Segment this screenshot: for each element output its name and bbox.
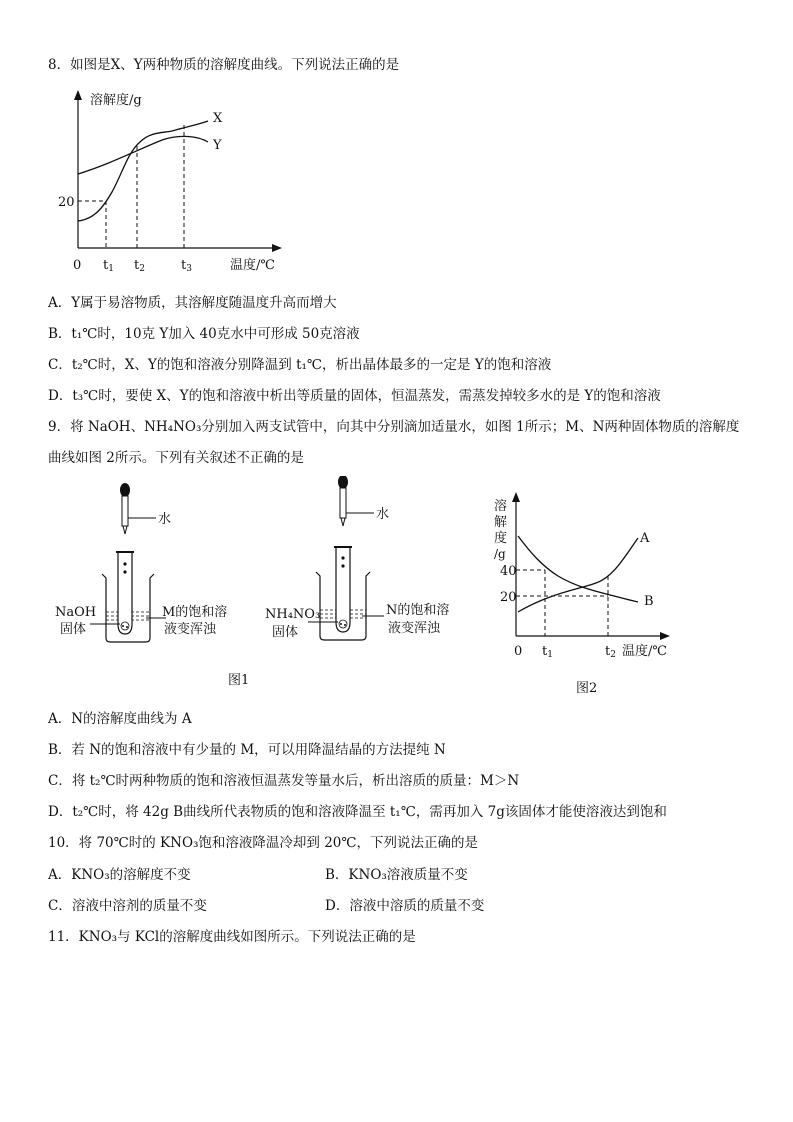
q9-option-d: D．t₂℃时，将 42g B曲线所代表物质的饱和溶液降温至 t₁℃，需再加入 7g该固体才能使溶液达到饱和 [48, 804, 667, 820]
q9-option-a: A．N的溶解度曲线为 A [48, 711, 192, 727]
q10-stem: 10．将 70℃时的 KNO₃饱和溶液降温冷却到 20℃，下列说法正确的是 [48, 835, 478, 851]
nh4no3-label: NH₄NO₃ [265, 607, 321, 622]
q9-stem-line1: 9．将 NaOH、NH₄NO₃分别加入两支试管中，向其中分别滴加适量水，如图 1所示；M、N两种固体物质的溶解度 [48, 419, 740, 435]
q10-option-b: B．KNO₃溶液质量不变 [325, 867, 468, 883]
fig2-ylabel-1: 溶 [494, 499, 508, 514]
q9-stem-line2: 曲线如图 2所示。下列有关叙述不正确的是 [48, 450, 304, 466]
q10-option-d: D．溶液中溶质的质量不变 [325, 898, 485, 914]
test-tube-1-icon [116, 551, 134, 634]
q8-t1-sub: 1 [108, 264, 114, 274]
q8-label-x: X [213, 111, 223, 126]
q8-t2: t [134, 258, 140, 273]
fig2-x-arrow-icon [660, 632, 670, 640]
fig2-curve-a [518, 538, 638, 612]
q9-option-c: C．将 t₂℃时两种物质的饱和溶液恒温蒸发等量水后，析出溶质的质量：M＞N [48, 773, 520, 789]
q8-stem: 8．如图是X、Y两种物质的溶解度曲线。下列说法正确的是 [48, 57, 400, 73]
fig2-t2: t [605, 644, 611, 659]
water-label-1: 水 [158, 512, 172, 527]
dropper-1-icon [120, 483, 130, 534]
fig2-ylabel-4: /g [494, 547, 506, 561]
q9-figure-1 [50, 476, 480, 696]
m-solution-label-2: 液变浑浊 [164, 622, 217, 637]
solid-label-2: 固体 [272, 625, 299, 640]
fig2-xlabel: 温度/℃ [622, 644, 667, 659]
q8-label-y: Y [213, 138, 222, 153]
q8-ylabel: 溶解度/g [90, 93, 142, 108]
fig2-tick-40: 40 [500, 564, 517, 579]
dropper-2-icon [338, 476, 348, 526]
q9-figure-2-graph [488, 486, 678, 696]
q8-curve-y [78, 136, 208, 174]
svg-text:t2 [134, 258, 145, 274]
q8-t3: t [181, 258, 187, 273]
water-label-2: 水 [376, 507, 390, 522]
q8-y-arrow-icon [74, 90, 82, 100]
q8-t3-sub: 3 [186, 264, 192, 274]
q8-option-a: A．Y属于易溶物质，其溶解度随温度升高而增大 [48, 295, 337, 311]
fig2-ylabel-3: 度 [494, 531, 508, 546]
q10-option-a: A．KNO₃的溶解度不变 [48, 867, 191, 883]
svg-text:t1 [542, 644, 553, 660]
fig2-label-a: A [640, 531, 650, 546]
solid-label-1: 固体 [60, 622, 87, 637]
fig2-y-arrow-icon [512, 492, 520, 502]
q8-solubility-graph [50, 88, 290, 283]
q8-t2-sub: 2 [139, 264, 145, 274]
fig2-tick-20: 20 [500, 590, 517, 605]
svg-text:t1 [103, 258, 114, 274]
n-solution-label-1: N的饱和溶 [386, 603, 450, 618]
svg-text:t3 [181, 258, 192, 274]
q8-option-d: D．t₃℃时，要使 X、Y的饱和溶液中析出等质量的固体，恒温蒸发，需蒸发掉较多水的是 Y的饱和溶液 [48, 388, 661, 404]
svg-text:t2 [605, 644, 616, 660]
q8-option-c: C．t₂℃时，X、Y的饱和溶液分别降温到 t₁℃，析出晶体最多的一定是 Y的饱和溶液 [48, 357, 552, 373]
q8-t1: t [103, 258, 109, 273]
q8-option-b: B．t₁℃时，10克 Y加入 40克水中可形成 50克溶液 [48, 326, 360, 342]
fig2-t1-sub: 1 [547, 650, 553, 660]
q8-origin: 0 [73, 258, 82, 273]
m-solution-label-1: M的饱和溶 [162, 605, 228, 620]
figure-2-caption: 图2 [576, 681, 598, 696]
fig2-t2-sub: 2 [610, 650, 616, 660]
q9-option-b: B．若 N的饱和溶液中有少量的 M，可以用降温结晶的方法提纯 N [48, 742, 446, 758]
fig2-origin: 0 [514, 644, 523, 659]
figure-1-caption: 图1 [228, 673, 250, 688]
q11-stem: 11．KNO₃与 KCl的溶解度曲线如图所示。下列说法正确的是 [48, 929, 416, 945]
naoh-label: NaOH [55, 605, 97, 620]
n-solution-label-2: 液变浑浊 [388, 621, 441, 636]
fig2-t1: t [542, 644, 548, 659]
q10-option-c: C．溶液中溶剂的质量不变 [48, 898, 207, 914]
q8-tick-20: 20 [58, 195, 75, 210]
q8-xlabel: 温度/℃ [230, 258, 275, 273]
test-tube-2-icon [334, 546, 352, 632]
fig2-label-b: B [644, 594, 654, 609]
fig2-curve-b [518, 536, 638, 602]
q8-x-arrow-icon [272, 244, 282, 252]
fig2-ylabel-2: 解 [494, 515, 508, 530]
